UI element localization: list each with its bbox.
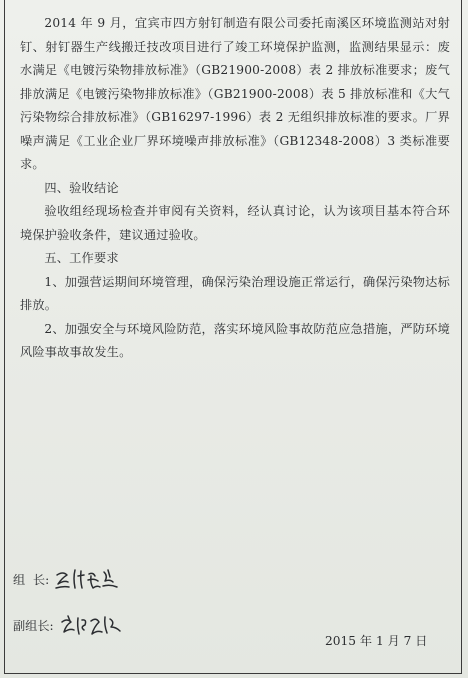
work-requirement-2: 2、加强安全与环境风险防范，落实环境风险事故防范应急措施，严防环境风险事故事故发生。 [20,321,450,359]
deputy-leader-handwritten-signature [58,612,128,638]
leader-label: 组 长: [13,572,50,587]
deputy-leader-label: 副组长: [13,618,54,633]
deputy-leader-signature-row [13,612,128,638]
leader-signature-row [13,566,123,592]
document-date: 2015 年 1 月 7 日 [325,634,428,648]
document-body [20,12,450,365]
leader-handwritten-signature [53,566,123,592]
section-heading-work-requirements: 五、工作要求 [44,251,119,265]
work-requirement-1: 1、加强营运期间环境管理，确保污染治理设施正常运行，确保污染物达标排放。 [20,274,450,312]
section-heading-acceptance-conclusion: 四、验收结论 [44,180,119,195]
monitoring-results-paragraph: 2014 年 9 月，宜宾市四方射钉制造有限公司委托南溪区环境监测站对射钉、射钉器生产线搬迁技改项目进行了竣工环境保护监测，监测结果显示：废水满足《电镀污染物排放标准》（GB21900-2008）表 2 排放标准要求；废气排放满足《电镀污染物排放标准》（GB21900-2008）表 5 排放标准和《大气污染物综合排放标准》（GB16297-1996）表 2 无组织排放标准的要求。厂界噪声满足《工业企业厂界环境噪声排放标准》（GB12348-2008）3 类标准要求。 [20,16,450,171]
acceptance-conclusion-paragraph: 验收组经现场检查并审阅有关资料，经认真讨论，认为该项目基本符合环境保护验收条件，建议通过验收。 [20,204,450,242]
